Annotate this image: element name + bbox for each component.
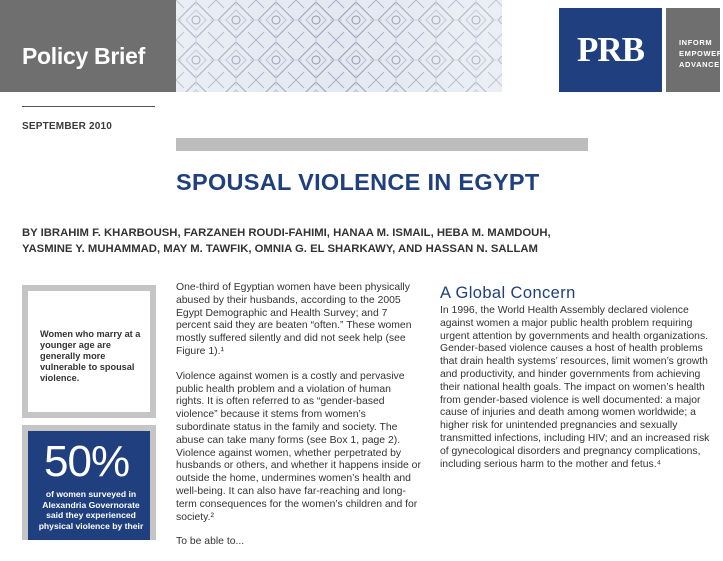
callout-marriage-text: Women who marry at a younger age are generally more vulnerable to spousal violence. [28, 291, 150, 412]
title-accent-bar [176, 138, 588, 151]
title-regular-part: IN EGYPT [420, 169, 540, 195]
body-column-right [440, 283, 712, 471]
tagline-block [666, 8, 723, 92]
stat-description: of women surveyed in Alexandria Governorate said they experienced physical violence by their [38, 489, 144, 531]
tagline-inform: INFORM [679, 38, 713, 47]
document-title [176, 169, 540, 196]
body-paragraph-truncated: To be able to... [176, 536, 245, 548]
author-line-2: YASMINE Y. MUHAMMAD, MAY M. TAWFIK, OMNIA G. EL SHARKAWY, AND HASSAN N. SALLAM [22, 243, 538, 255]
header [0, 0, 723, 92]
stat-value: 50% [44, 437, 130, 486]
tagline-empower: EMPOWER [679, 49, 723, 58]
body-paragraph: In 1996, the World Health Assembly declared violence against women a major public health problem requiring urgent attention by governments and health organizations. Gender-based violence causes a host of health problems that drain health systems’ resources, limit women’s growth and productivity, and hinder governments from achieving their national health goals. The impact on women’s health from gender-based violence is well documented: a major cause of injuries and death among women worldwide; a higher risk for unintended pregnancies and sexually transmitted infections, including HIV; and an increased risk of gynecological disorders and pregnancy complications, including serious harm to the mother and fetus.⁴ [440, 305, 710, 470]
prb-logo-text: PRB [577, 30, 644, 69]
body-column-left [176, 282, 421, 561]
body-paragraph: One-third of Egyptian women have been physically abused by their husbands, according to the 2005 Egypt Demographic and Health Survey; and 7 percent said they are beaten “often.” These women mostly suffered silently and did not seek help (see Figure 1).¹ [176, 282, 412, 357]
section-heading: A Global Concern [440, 284, 576, 302]
tile-pattern-image [176, 0, 502, 92]
header-gap [502, 0, 558, 92]
geometric-tile-banner [176, 0, 502, 92]
callout-statistic [22, 425, 156, 540]
author-list [22, 225, 712, 257]
title-bold-part: SPOUSAL VIOLENCE [176, 169, 421, 195]
tagline-advance: ADVANCE [679, 60, 720, 69]
publication-date: SEPTEMBER 2010 [22, 121, 113, 132]
date-divider [22, 106, 155, 107]
body-paragraph: Violence against women is a costly and pervasive public health problem and a violation of human rights. It is often referred to as “gender-based violence” because it stems from women’s subordinate status in the family and society. The abuse can take many forms (see Box 1, page 2). Violence against women, whether perpetrated by husbands or others, and whether it happens inside or outside the home, undermines women’s health and well-being. It can also have far-reaching and long-term consequences for the women’s children and for society.² [176, 370, 421, 523]
author-line-1: BY IBRAHIM F. KHARBOUSH, FARZANEH ROUDI-FAHIMI, HANAA M. ISMAIL, HEBA M. MAMDOUH, [22, 227, 551, 239]
brand-block [0, 0, 176, 92]
callout-marriage-age [22, 285, 156, 418]
prb-logo [559, 8, 662, 92]
callout-statistic-panel [28, 431, 150, 540]
brand-title: Policy Brief [22, 43, 145, 69]
